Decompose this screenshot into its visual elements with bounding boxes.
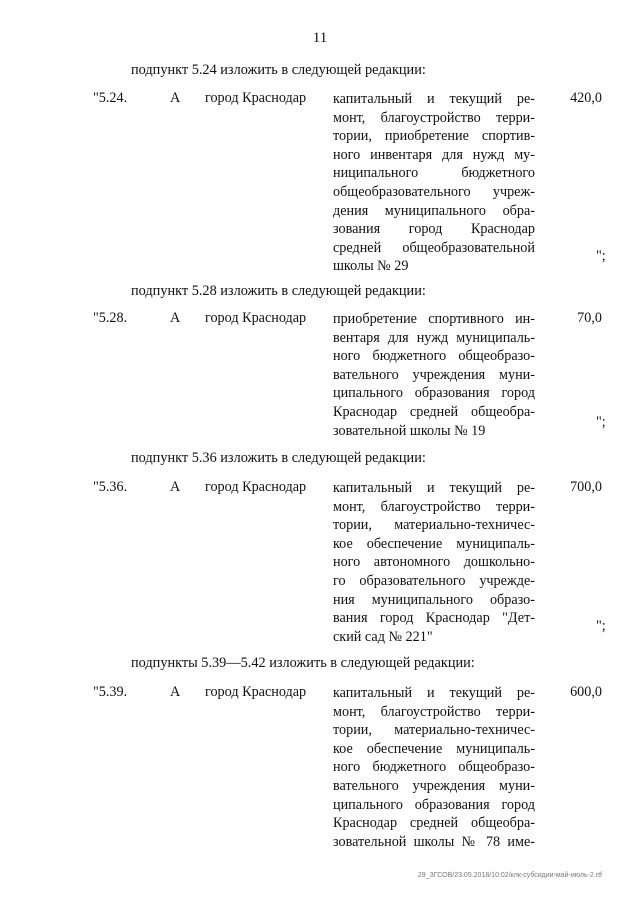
section-intro: подпункт 5.28 изложить в следующей редакции: (131, 283, 426, 299)
description-line: школы № 29 (333, 258, 409, 275)
item-city: город Краснодар (205, 310, 307, 326)
section-intro: подпункт 5.36 изложить в следующей редакции: (131, 450, 426, 466)
section-intro: подпункты 5.39—5.42 изложить в следующей редакции: (131, 655, 475, 671)
item-category: А (170, 310, 181, 326)
description-line: ного бюджетного общеобразо- (333, 759, 535, 776)
description-line: ципального образования город (333, 385, 535, 402)
item-number: "5.39. (93, 684, 128, 700)
description-line: ного бюджетного общеобразо- (333, 348, 535, 365)
description-line: вания город Краснодар "Дет- (333, 610, 535, 627)
description-line: монт, благоустройство терри- (333, 703, 535, 720)
closing-quote: "; (596, 248, 606, 264)
item-amount: 70,0 (577, 310, 602, 326)
description-line: тории, приобретение спортив- (333, 128, 535, 145)
description-line: капитальный и текущий ре- (333, 91, 535, 107)
item-description (333, 310, 535, 440)
description-line: ский сад № 221" (333, 628, 433, 645)
description-line: вательного учреждения муни- (333, 366, 535, 383)
description-line: общеобразовательного учреж- (333, 183, 535, 200)
description-line: вательного учреждения муни- (333, 777, 535, 794)
description-line: средней общеобразовательной (333, 239, 535, 256)
item-category: А (170, 479, 181, 495)
description-line: го образовательного учрежде- (333, 572, 535, 589)
description-line: ципального образования город (333, 796, 535, 813)
item-amount: 600,0 (570, 684, 602, 700)
description-line: зовательной школы № 78 име- (333, 833, 535, 850)
description-line: ного инвентаря для нужд му- (333, 146, 535, 163)
item-number: "5.36. (93, 479, 128, 495)
description-line: приобретение спортивного ин- (333, 311, 535, 327)
description-line: тории, материально-техничес- (333, 722, 535, 739)
description-line: зовательной школы № 19 (333, 422, 486, 439)
item-number: "5.24. (93, 90, 128, 106)
closing-quote: "; (596, 414, 606, 430)
section-intro: подпункт 5.24 изложить в следующей редакции: (131, 62, 426, 78)
description-line: капитальный и текущий ре- (333, 480, 535, 496)
item-description (333, 90, 535, 276)
item-amount: 700,0 (570, 479, 602, 495)
description-line: капитальный и текущий ре- (333, 685, 535, 701)
item-city: город Краснодар (205, 684, 307, 700)
description-line: дения муниципального обра- (333, 202, 535, 219)
item-number: "5.28. (93, 310, 128, 326)
description-line: зования город Краснодар (333, 221, 535, 238)
description-line: Краснодар средней общеобра- (333, 403, 535, 420)
item-city: город Краснодар (205, 479, 307, 495)
description-line: ного автономного дошкольно- (333, 554, 535, 571)
item-city: город Краснодар (205, 90, 307, 106)
document-footer: 29_ЗГСОВ/23.05.2018/10:02/клк-субсидии-май-июль-2.rtf (417, 872, 602, 879)
description-line: тории, материально-техничес- (333, 517, 535, 534)
description-line: кое обеспечение муниципаль- (333, 740, 535, 757)
description-line: ния муниципального образо- (333, 591, 535, 608)
description-line: Краснодар средней общеобра- (333, 815, 535, 832)
description-line: монт, благоустройство терри- (333, 498, 535, 515)
item-description (333, 684, 535, 851)
page-number: 11 (312, 30, 328, 46)
item-amount: 420,0 (570, 90, 602, 106)
item-category: А (170, 684, 181, 700)
description-line: монт, благоустройство терри- (333, 109, 535, 126)
item-category: А (170, 90, 181, 106)
closing-quote: "; (596, 618, 606, 634)
description-line: ниципального бюджетного (333, 165, 535, 182)
item-description (333, 479, 535, 646)
description-line: вентаря для нужд муниципаль- (333, 329, 535, 346)
description-line: кое обеспечение муниципаль- (333, 535, 535, 552)
